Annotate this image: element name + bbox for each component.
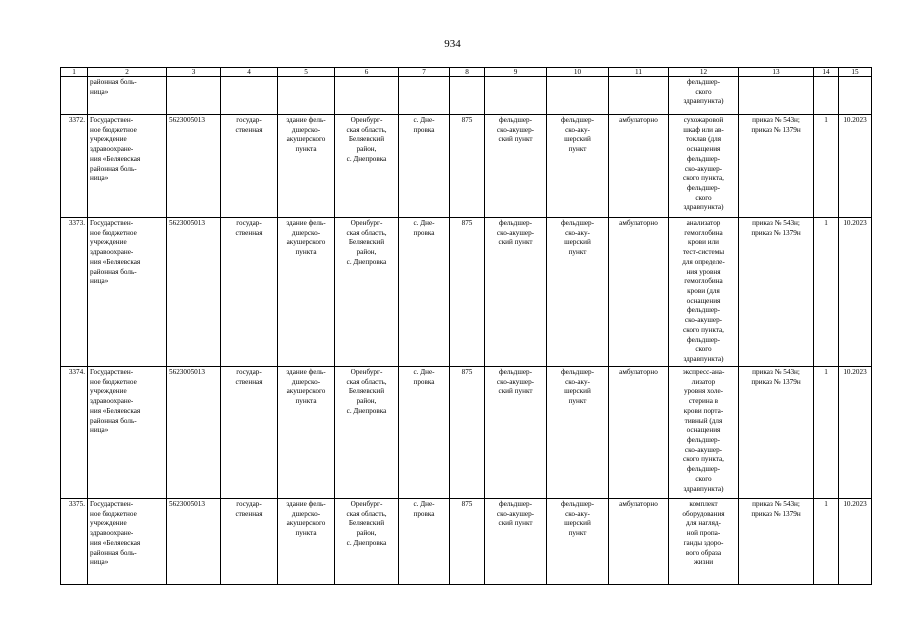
unit-type-cell: фельдшер- ско-акушер- ский пункт [485,499,547,585]
org-name-cell: Государствен- ное бюджетное учреждение здравоохране- ния «Беляевская районная боль- ница» [88,115,167,218]
column-header: 15 [839,68,872,77]
inn-cell: 5623005013 [167,499,221,585]
care-form-cell: амбулаторно [609,499,669,585]
column-header: 8 [450,68,485,77]
care-form-cell: амбулаторно [609,218,669,367]
org-name-cell: Государствен- ное бюджетное учреждение здравоохране- ния «Беляевская районная боль- ница» [88,367,167,499]
column-number-row [61,68,872,77]
equipment-table [60,67,872,585]
org-name-cell: районная боль- ница» [88,77,167,115]
address-cell: Оренбург- ская область, Беляевский район, с. Днепровка [335,367,399,499]
order-cell: приказ № 543н; приказ № 1379н [739,499,814,585]
population-cell: 875 [450,499,485,585]
column-header: 3 [167,68,221,77]
date-cell: 10.2023 [839,218,872,367]
population-cell: 875 [450,115,485,218]
column-header: 14 [814,68,839,77]
locality-cell: с. Дне- провка [399,367,450,499]
equipment-cell: анализатор гемоглобина крови или тест-системы для определе- ния уровня гемоглобина крови (для оснащения фельдшер- ско-акушер- ского пункта, фельдшер- ского здравпункта) [669,218,739,367]
column-header: 2 [88,68,167,77]
column-header: 6 [335,68,399,77]
continuation-row [61,77,872,115]
page-number: 934 [444,38,461,50]
ownership-cell: государ- ственная [221,367,278,499]
order-cell: приказ № 543н; приказ № 1379н [739,218,814,367]
column-header: 12 [669,68,739,77]
unit-type-cell: фельдшер- ско-аку- шерский пункт [547,367,609,499]
address-cell: Оренбург- ская область, Беляевский район, с. Днепровка [335,499,399,585]
equipment-cell: сухожаровой шкаф или ав- токлав (для оснащения фельдшер- ско-акушер- ского пункта, фельдшер- ского здравпункта) [669,115,739,218]
address-cell: Оренбург- ская область, Беляевский район, с. Днепровка [335,218,399,367]
unit-type-cell: фельдшер- ско-аку- шерский пункт [547,115,609,218]
locality-cell: с. Дне- провка [399,499,450,585]
column-header: 11 [609,68,669,77]
date-cell: 10.2023 [839,115,872,218]
building-cell: здание фель- дшерско- акушерского пункта [278,115,335,218]
unit-type-cell: фельдшер- ско-аку- шерский пункт [547,218,609,367]
table-row [61,115,872,218]
ownership-cell: государ- ственная [221,115,278,218]
column-header: 1 [61,68,88,77]
locality-cell: с. Дне- провка [399,218,450,367]
unit-type-cell: фельдшер- ско-акушер- ский пункт [485,367,547,499]
unit-type-cell: фельдшер- ско-аку- шерский пункт [547,499,609,585]
quantity-cell: 1 [814,499,839,585]
address-cell: Оренбург- ская область, Беляевский район, с. Днепровка [335,115,399,218]
column-header: 9 [485,68,547,77]
building-cell: здание фель- дшерско- акушерского пункта [278,499,335,585]
locality-cell: с. Дне- провка [399,115,450,218]
column-header: 10 [547,68,609,77]
building-cell: здание фель- дшерско- акушерского пункта [278,367,335,499]
column-header: 13 [739,68,814,77]
column-header: 7 [399,68,450,77]
inn-cell: 5623005013 [167,367,221,499]
table-row [61,218,872,367]
population-cell: 875 [450,367,485,499]
order-cell: приказ № 543н; приказ № 1379н [739,115,814,218]
order-cell: приказ № 543н; приказ № 1379н [739,367,814,499]
building-cell: здание фель- дшерско- акушерского пункта [278,218,335,367]
care-form-cell: амбулаторно [609,115,669,218]
row-number-cell: 3373. [61,218,88,367]
equipment-cell: экспресс-ана- лизатор уровня холе- стерина в крови порта- тивный (для оснащения фельдшер- ско-акушер- ского пункта, фельдшер- ского здравпункта) [669,367,739,499]
org-name-cell: Государствен- ное бюджетное учреждение здравоохране- ния «Беляевская районная боль- ница» [88,499,167,585]
row-number-cell: 3372. [61,115,88,218]
inn-cell: 5623005013 [167,115,221,218]
quantity-cell: 1 [814,218,839,367]
ownership-cell: государ- ственная [221,499,278,585]
column-header: 4 [221,68,278,77]
population-cell: 875 [450,218,485,367]
unit-type-cell: фельдшер- ско-акушер- ский пункт [485,115,547,218]
row-number-cell: 3374. [61,367,88,499]
quantity-cell: 1 [814,367,839,499]
table-row [61,367,872,499]
row-number-cell: 3375. [61,499,88,585]
column-header: 5 [278,68,335,77]
unit-type-cell: фельдшер- ско-акушер- ский пункт [485,218,547,367]
date-cell: 10.2023 [839,499,872,585]
care-form-cell: амбулаторно [609,367,669,499]
org-name-cell: Государствен- ное бюджетное учреждение здравоохране- ния «Беляевская районная боль- ница» [88,218,167,367]
inn-cell: 5623005013 [167,218,221,367]
ownership-cell: государ- ственная [221,218,278,367]
equipment-cell: комплект оборудования для нагляд- ной пропа- ганды здоро- вого образа жизни [669,499,739,585]
table-row [61,499,872,585]
date-cell: 10.2023 [839,367,872,499]
equipment-cell: фельдшер- ского здравпункта) [669,77,739,115]
quantity-cell: 1 [814,115,839,218]
